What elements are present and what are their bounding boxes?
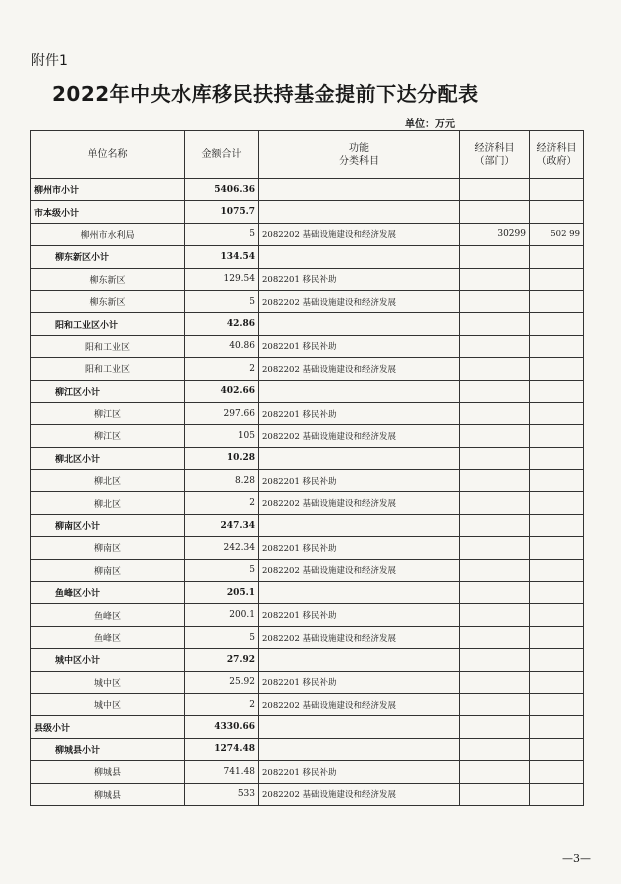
header-name: 单位名称 xyxy=(31,131,185,179)
unit-name-cell: 城中区 xyxy=(31,693,185,715)
econ-dept-cell xyxy=(460,514,530,536)
table-row xyxy=(31,447,584,469)
econ-dept-cell xyxy=(460,626,530,648)
amount-cell: 1075.7 xyxy=(185,201,259,223)
header-function-line1: 功能 xyxy=(349,142,369,154)
table-row xyxy=(31,246,584,268)
econ-gov-cell: 502 99 xyxy=(530,223,584,245)
function-code-cell: 2082201 移民补助 xyxy=(259,537,460,559)
table-row xyxy=(31,783,584,805)
unit-name-cell: 阳和工业区 xyxy=(31,335,185,357)
function-code-cell: 2082202 基础设施建设和经济发展 xyxy=(259,358,460,380)
econ-dept-cell xyxy=(460,402,530,424)
econ-dept-cell xyxy=(460,716,530,738)
econ-gov-cell xyxy=(530,380,584,402)
amount-cell: 42.86 xyxy=(185,313,259,335)
econ-gov-cell xyxy=(530,582,584,604)
econ-dept-cell xyxy=(460,335,530,357)
amount-cell: 5406.36 xyxy=(185,179,259,201)
table-row xyxy=(31,268,584,290)
function-code-cell xyxy=(259,582,460,604)
page-title: 2022年中央水库移民扶持基金提前下达分配表 xyxy=(52,82,479,106)
econ-dept-cell xyxy=(460,604,530,626)
econ-gov-cell xyxy=(530,626,584,648)
econ-gov-cell xyxy=(530,537,584,559)
amount-cell: 2 xyxy=(185,492,259,514)
econ-gov-cell xyxy=(530,290,584,312)
econ-gov-cell xyxy=(530,761,584,783)
table-header-row xyxy=(31,131,584,179)
unit-name-cell: 柳城县小计 xyxy=(31,738,185,760)
econ-gov-cell xyxy=(530,179,584,201)
econ-dept-cell xyxy=(460,246,530,268)
unit-name-cell: 柳东新区小计 xyxy=(31,246,185,268)
function-code-cell: 2082202 基础设施建设和经济发展 xyxy=(259,425,460,447)
unit-name-cell: 城中区小计 xyxy=(31,649,185,671)
econ-dept-cell xyxy=(460,693,530,715)
amount-cell: 741.48 xyxy=(185,761,259,783)
econ-dept-cell xyxy=(460,470,530,492)
econ-dept-cell xyxy=(460,268,530,290)
function-code-cell: 2082202 基础设施建设和经济发展 xyxy=(259,559,460,581)
header-econ-dept xyxy=(460,131,530,179)
unit-name-cell: 柳东新区 xyxy=(31,290,185,312)
econ-dept-cell xyxy=(460,358,530,380)
unit-name-cell: 阳和工业区 xyxy=(31,358,185,380)
unit-name-cell: 柳北区 xyxy=(31,470,185,492)
function-code-cell: 2082201 移民补助 xyxy=(259,671,460,693)
header-econ-gov xyxy=(530,131,584,179)
table-row xyxy=(31,313,584,335)
table-row xyxy=(31,514,584,536)
function-code-cell: 2082201 移民补助 xyxy=(259,604,460,626)
amount-cell: 242.34 xyxy=(185,537,259,559)
unit-name-cell: 县级小计 xyxy=(31,716,185,738)
function-code-cell xyxy=(259,649,460,671)
unit-name-cell: 柳州市水利局 xyxy=(31,223,185,245)
function-code-cell: 2082202 基础设施建设和经济发展 xyxy=(259,693,460,715)
header-econ-gov-line1: 经济科目 xyxy=(536,142,577,154)
econ-gov-cell xyxy=(530,716,584,738)
econ-dept-cell xyxy=(460,447,530,469)
amount-cell: 5 xyxy=(185,626,259,648)
function-code-cell xyxy=(259,313,460,335)
function-code-cell xyxy=(259,447,460,469)
econ-dept-cell xyxy=(460,201,530,223)
table-row xyxy=(31,626,584,648)
table-row xyxy=(31,716,584,738)
function-code-cell: 2082201 移民补助 xyxy=(259,470,460,492)
table-row xyxy=(31,380,584,402)
amount-cell: 5 xyxy=(185,559,259,581)
unit-name-cell: 柳江区 xyxy=(31,425,185,447)
table-row xyxy=(31,671,584,693)
amount-cell: 2 xyxy=(185,693,259,715)
table-row xyxy=(31,290,584,312)
unit-name-cell: 柳东新区 xyxy=(31,268,185,290)
econ-gov-cell xyxy=(530,358,584,380)
amount-cell: 205.1 xyxy=(185,582,259,604)
amount-cell: 129.54 xyxy=(185,268,259,290)
econ-gov-cell xyxy=(530,649,584,671)
amount-cell: 8.28 xyxy=(185,470,259,492)
header-econ-dept-line2: （部门） xyxy=(474,155,515,167)
amount-cell: 4330.66 xyxy=(185,716,259,738)
amount-cell: 297.66 xyxy=(185,402,259,424)
econ-gov-cell xyxy=(530,402,584,424)
econ-dept-cell xyxy=(460,671,530,693)
econ-gov-cell xyxy=(530,201,584,223)
table-row xyxy=(31,470,584,492)
econ-gov-cell xyxy=(530,492,584,514)
econ-dept-cell: 30299 xyxy=(460,223,530,245)
function-code-cell: 2082202 基础设施建设和经济发展 xyxy=(259,783,460,805)
unit-name-cell: 柳州市小计 xyxy=(31,179,185,201)
econ-dept-cell xyxy=(460,179,530,201)
econ-dept-cell xyxy=(460,425,530,447)
table-row xyxy=(31,358,584,380)
unit-name-cell: 柳南区小计 xyxy=(31,514,185,536)
econ-gov-cell xyxy=(530,783,584,805)
unit-name-cell: 柳城县 xyxy=(31,761,185,783)
table-row xyxy=(31,179,584,201)
amount-cell: 200.1 xyxy=(185,604,259,626)
function-code-cell xyxy=(259,201,460,223)
unit-name-cell: 鱼峰区小计 xyxy=(31,582,185,604)
table-body xyxy=(31,179,584,806)
amount-cell: 5 xyxy=(185,223,259,245)
function-code-cell xyxy=(259,246,460,268)
unit-label: 单位：万元 xyxy=(405,119,455,130)
econ-gov-cell xyxy=(530,335,584,357)
amount-cell: 533 xyxy=(185,783,259,805)
amount-cell: 247.34 xyxy=(185,514,259,536)
econ-dept-cell xyxy=(460,492,530,514)
page-number: —3— xyxy=(562,852,591,865)
unit-name-cell: 市本级小计 xyxy=(31,201,185,223)
function-code-cell xyxy=(259,179,460,201)
econ-gov-cell xyxy=(530,738,584,760)
econ-gov-cell xyxy=(530,268,584,290)
econ-dept-cell xyxy=(460,582,530,604)
unit-name-cell: 柳北区 xyxy=(31,492,185,514)
table-row xyxy=(31,761,584,783)
attachment-label: 附件1 xyxy=(31,53,68,69)
amount-cell: 105 xyxy=(185,425,259,447)
function-code-cell xyxy=(259,716,460,738)
header-function-line2: 分类科目 xyxy=(339,155,379,167)
function-code-cell xyxy=(259,380,460,402)
unit-name-cell: 柳城县 xyxy=(31,783,185,805)
function-code-cell: 2082202 基础设施建设和经济发展 xyxy=(259,492,460,514)
econ-gov-cell xyxy=(530,470,584,492)
econ-dept-cell xyxy=(460,537,530,559)
amount-cell: 2 xyxy=(185,358,259,380)
econ-gov-cell xyxy=(530,313,584,335)
function-code-cell: 2082201 移民补助 xyxy=(259,402,460,424)
econ-gov-cell xyxy=(530,246,584,268)
unit-name-cell: 鱼峰区 xyxy=(31,604,185,626)
amount-cell: 40.86 xyxy=(185,335,259,357)
amount-cell: 25.92 xyxy=(185,671,259,693)
amount-cell: 134.54 xyxy=(185,246,259,268)
function-code-cell: 2082201 移民补助 xyxy=(259,761,460,783)
table-row xyxy=(31,201,584,223)
header-function xyxy=(259,131,460,179)
unit-name-cell: 柳江区小计 xyxy=(31,380,185,402)
unit-name-cell: 柳南区 xyxy=(31,537,185,559)
econ-gov-cell xyxy=(530,693,584,715)
function-code-cell: 2082201 移民补助 xyxy=(259,335,460,357)
header-econ-dept-line1: 经济科目 xyxy=(474,142,515,154)
econ-gov-cell xyxy=(530,447,584,469)
amount-cell: 402.66 xyxy=(185,380,259,402)
unit-name-cell: 柳南区 xyxy=(31,559,185,581)
unit-name-cell: 柳江区 xyxy=(31,402,185,424)
function-code-cell xyxy=(259,738,460,760)
econ-dept-cell xyxy=(460,738,530,760)
table-row xyxy=(31,604,584,626)
table-row xyxy=(31,649,584,671)
unit-name-cell: 城中区 xyxy=(31,671,185,693)
function-code-cell: 2082202 基础设施建设和经济发展 xyxy=(259,626,460,648)
econ-gov-cell xyxy=(530,425,584,447)
econ-dept-cell xyxy=(460,649,530,671)
econ-dept-cell xyxy=(460,783,530,805)
table-row xyxy=(31,492,584,514)
unit-name-cell: 柳北区小计 xyxy=(31,447,185,469)
function-code-cell: 2082202 基础设施建设和经济发展 xyxy=(259,290,460,312)
amount-cell: 5 xyxy=(185,290,259,312)
amount-cell: 10.28 xyxy=(185,447,259,469)
econ-dept-cell xyxy=(460,761,530,783)
econ-dept-cell xyxy=(460,313,530,335)
table-row xyxy=(31,335,584,357)
econ-gov-cell xyxy=(530,514,584,536)
table-row xyxy=(31,559,584,581)
table-row xyxy=(31,402,584,424)
unit-name-cell: 阳和工业区小计 xyxy=(31,313,185,335)
table-row xyxy=(31,425,584,447)
econ-dept-cell xyxy=(460,290,530,312)
econ-dept-cell xyxy=(460,559,530,581)
header-econ-gov-line2: （政府） xyxy=(536,155,577,167)
table-row xyxy=(31,693,584,715)
amount-cell: 1274.48 xyxy=(185,738,259,760)
allocation-table xyxy=(30,130,584,806)
function-code-cell: 2082202 基础设施建设和经济发展 xyxy=(259,223,460,245)
amount-cell: 27.92 xyxy=(185,649,259,671)
econ-gov-cell xyxy=(530,604,584,626)
function-code-cell: 2082201 移民补助 xyxy=(259,268,460,290)
table-row xyxy=(31,582,584,604)
unit-name-cell: 鱼峰区 xyxy=(31,626,185,648)
table-row xyxy=(31,738,584,760)
function-code-cell xyxy=(259,514,460,536)
econ-gov-cell xyxy=(530,559,584,581)
table-row xyxy=(31,223,584,245)
header-amount: 金额合计 xyxy=(185,131,259,179)
econ-dept-cell xyxy=(460,380,530,402)
econ-gov-cell xyxy=(530,671,584,693)
table-row xyxy=(31,537,584,559)
